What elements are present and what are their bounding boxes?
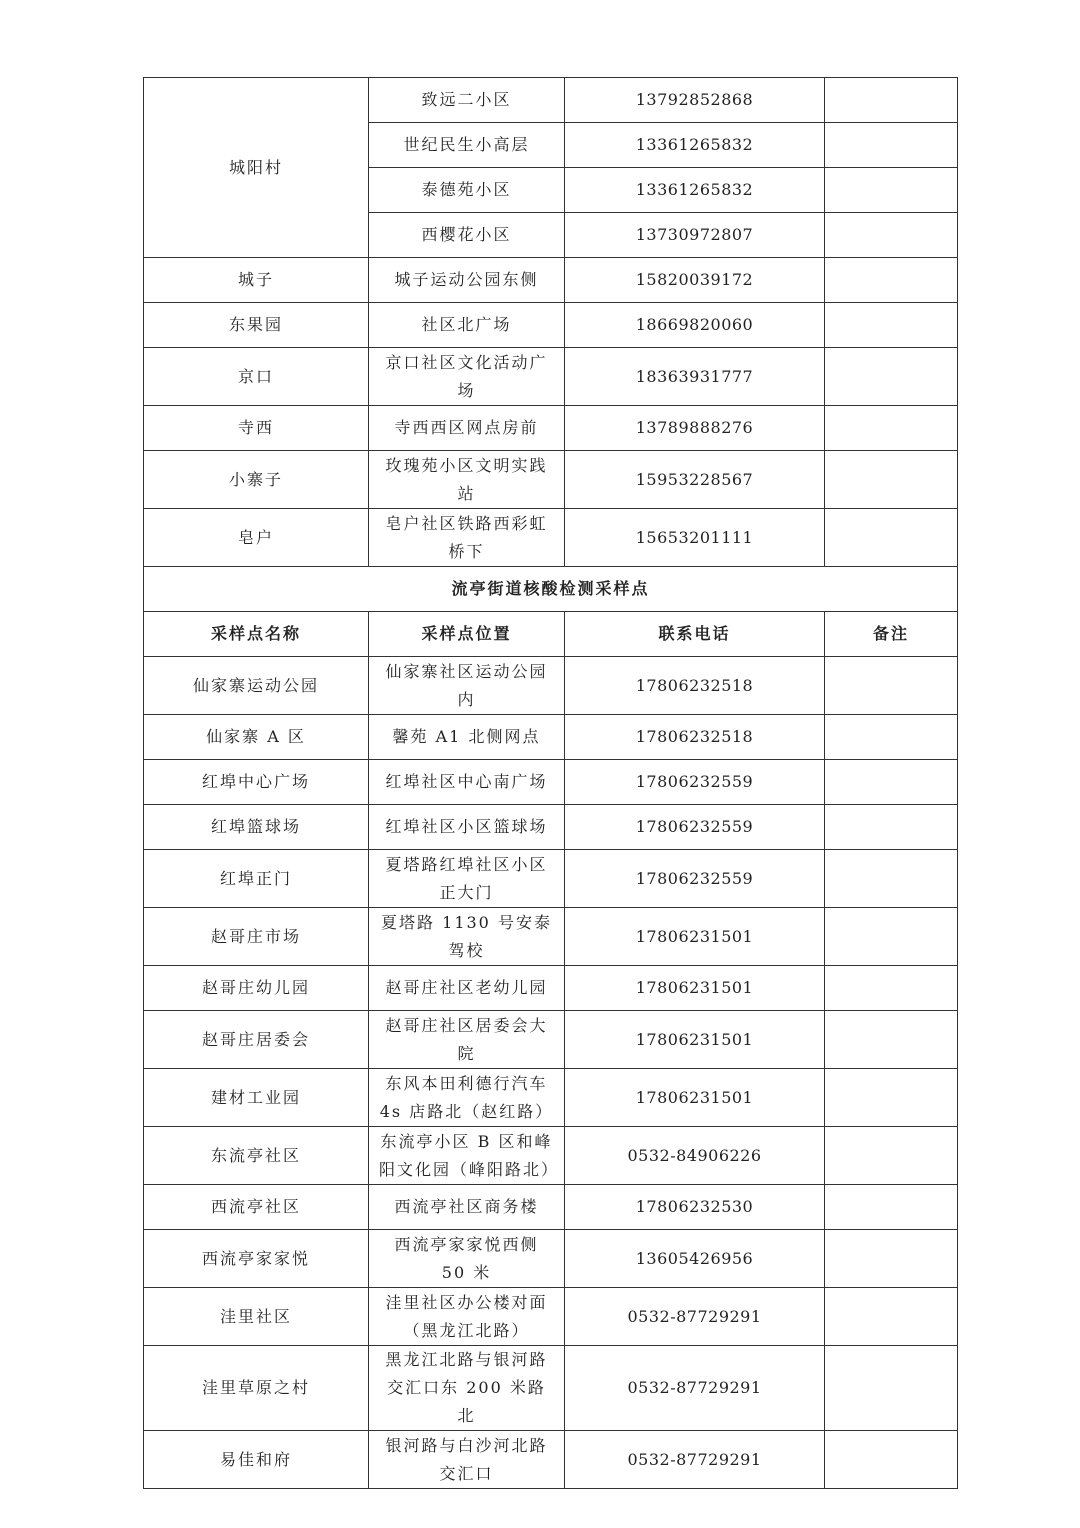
table-row	[144, 1431, 958, 1489]
note-cell	[825, 1069, 958, 1127]
location-cell: 东流亭小区 B 区和峰阳文化园（峰阳路北）	[369, 1127, 565, 1185]
phone-cell: 15953228567	[565, 451, 825, 509]
note-cell	[825, 1011, 958, 1069]
table-row	[144, 258, 958, 303]
note-cell	[825, 908, 958, 966]
phone-cell: 17806232518	[565, 715, 825, 760]
note-cell	[825, 258, 958, 303]
phone-cell: 15820039172	[565, 258, 825, 303]
table-row	[144, 966, 958, 1011]
location-cell: 西流亭家家悦西侧 50 米	[369, 1230, 565, 1288]
location-cell: 皂户社区铁路西彩虹桥下	[369, 509, 565, 567]
sampling-name-cell: 赵哥庄幼儿园	[144, 966, 369, 1011]
table-row	[144, 850, 958, 908]
table-row	[144, 451, 958, 509]
table-row	[144, 1288, 958, 1346]
phone-cell: 13361265832	[565, 168, 825, 213]
phone-cell: 17806232559	[565, 760, 825, 805]
header-note: 备注	[825, 612, 958, 657]
sampling-name-cell: 仙家寨 A 区	[144, 715, 369, 760]
phone-cell: 15653201111	[565, 509, 825, 567]
sampling-name-cell: 小寨子	[144, 451, 369, 509]
note-cell	[825, 406, 958, 451]
sampling-name-cell: 城阳村	[144, 78, 369, 258]
phone-cell: 0532-87729291	[565, 1346, 825, 1431]
table-header-row	[144, 612, 958, 657]
note-cell	[825, 168, 958, 213]
location-cell: 银河路与白沙河北路交汇口	[369, 1431, 565, 1489]
note-cell	[825, 850, 958, 908]
section-title-row	[144, 567, 958, 612]
phone-cell: 17806231501	[565, 966, 825, 1011]
phone-cell: 13605426956	[565, 1230, 825, 1288]
location-cell: 红埠社区小区篮球场	[369, 805, 565, 850]
table-row	[144, 657, 958, 715]
phone-cell: 0532-84906226	[565, 1127, 825, 1185]
table-row	[144, 760, 958, 805]
location-cell: 洼里社区办公楼对面（黑龙江北路）	[369, 1288, 565, 1346]
sampling-name-cell: 洼里草原之村	[144, 1346, 369, 1431]
sampling-name-cell: 洼里社区	[144, 1288, 369, 1346]
location-cell: 夏塔路 1130 号安泰驾校	[369, 908, 565, 966]
note-cell	[825, 348, 958, 406]
note-cell	[825, 1230, 958, 1288]
sampling-name-cell: 寺西	[144, 406, 369, 451]
table-row	[144, 715, 958, 760]
sampling-name-cell: 易佳和府	[144, 1431, 369, 1489]
sampling-name-cell: 京口	[144, 348, 369, 406]
phone-cell: 13361265832	[565, 123, 825, 168]
location-cell: 仙家寨社区运动公园内	[369, 657, 565, 715]
note-cell	[825, 509, 958, 567]
table-row	[144, 908, 958, 966]
location-cell: 夏塔路红埠社区小区正大门	[369, 850, 565, 908]
sampling-name-cell: 建材工业园	[144, 1069, 369, 1127]
phone-cell: 13730972807	[565, 213, 825, 258]
note-cell	[825, 1127, 958, 1185]
phone-cell: 18669820060	[565, 303, 825, 348]
location-cell: 寺西西区网点房前	[369, 406, 565, 451]
table-row	[144, 78, 958, 123]
note-cell	[825, 760, 958, 805]
table-row	[144, 1011, 958, 1069]
phone-cell: 17806231501	[565, 1011, 825, 1069]
phone-cell: 17806232530	[565, 1185, 825, 1230]
sampling-name-cell: 东流亭社区	[144, 1127, 369, 1185]
location-cell: 红埠社区中心南广场	[369, 760, 565, 805]
location-cell: 世纪民生小高层	[369, 123, 565, 168]
note-cell	[825, 657, 958, 715]
note-cell	[825, 966, 958, 1011]
note-cell	[825, 78, 958, 123]
phone-cell: 18363931777	[565, 348, 825, 406]
sampling-name-cell: 西流亭社区	[144, 1185, 369, 1230]
header-phone: 联系电话	[565, 612, 825, 657]
location-cell: 泰德苑小区	[369, 168, 565, 213]
note-cell	[825, 1346, 958, 1431]
table-row	[144, 406, 958, 451]
note-cell	[825, 303, 958, 348]
table-row	[144, 1230, 958, 1288]
sampling-name-cell: 西流亭家家悦	[144, 1230, 369, 1288]
phone-cell: 0532-87729291	[565, 1431, 825, 1489]
sampling-name-cell: 仙家寨运动公园	[144, 657, 369, 715]
location-cell: 京口社区文化活动广场	[369, 348, 565, 406]
phone-cell: 0532-87729291	[565, 1288, 825, 1346]
location-cell: 东风本田利德行汽车 4s 店路北（赵红路）	[369, 1069, 565, 1127]
location-cell: 赵哥庄社区老幼儿园	[369, 966, 565, 1011]
table-row	[144, 348, 958, 406]
sampling-name-cell: 赵哥庄居委会	[144, 1011, 369, 1069]
sampling-name-cell: 城子	[144, 258, 369, 303]
header-location: 采样点位置	[369, 612, 565, 657]
sampling-name-cell: 东果园	[144, 303, 369, 348]
note-cell	[825, 805, 958, 850]
note-cell	[825, 715, 958, 760]
location-cell: 赵哥庄社区居委会大院	[369, 1011, 565, 1069]
phone-cell: 17806231501	[565, 1069, 825, 1127]
note-cell	[825, 123, 958, 168]
sampling-name-cell: 红埠中心广场	[144, 760, 369, 805]
table-row	[144, 805, 958, 850]
phone-cell: 17806232559	[565, 850, 825, 908]
table-row	[144, 1185, 958, 1230]
note-cell	[825, 451, 958, 509]
note-cell	[825, 1288, 958, 1346]
note-cell	[825, 1185, 958, 1230]
location-cell: 城子运动公园东侧	[369, 258, 565, 303]
table-row	[144, 303, 958, 348]
location-cell: 馨苑 A1 北侧网点	[369, 715, 565, 760]
table-row	[144, 1127, 958, 1185]
location-cell: 社区北广场	[369, 303, 565, 348]
sampling-name-cell: 红埠篮球场	[144, 805, 369, 850]
sampling-name-cell: 赵哥庄市场	[144, 908, 369, 966]
phone-cell: 13789888276	[565, 406, 825, 451]
sampling-name-cell: 红埠正门	[144, 850, 369, 908]
phone-cell: 17806232518	[565, 657, 825, 715]
phone-cell: 17806231501	[565, 908, 825, 966]
phone-cell: 17806232559	[565, 805, 825, 850]
location-cell: 玫瑰苑小区文明实践站	[369, 451, 565, 509]
table-row	[144, 1069, 958, 1127]
header-name: 采样点名称	[144, 612, 369, 657]
section-title: 流亭街道核酸检测采样点	[144, 567, 958, 612]
table-row	[144, 1346, 958, 1431]
note-cell	[825, 213, 958, 258]
location-cell: 致远二小区	[369, 78, 565, 123]
note-cell	[825, 1431, 958, 1489]
location-cell: 西流亭社区商务楼	[369, 1185, 565, 1230]
sampling-points-table	[143, 77, 958, 1489]
location-cell: 西樱花小区	[369, 213, 565, 258]
phone-cell: 13792852868	[565, 78, 825, 123]
location-cell: 黑龙江北路与银河路交汇口东 200 米路北	[369, 1346, 565, 1431]
sampling-name-cell: 皂户	[144, 509, 369, 567]
table-row	[144, 509, 958, 567]
